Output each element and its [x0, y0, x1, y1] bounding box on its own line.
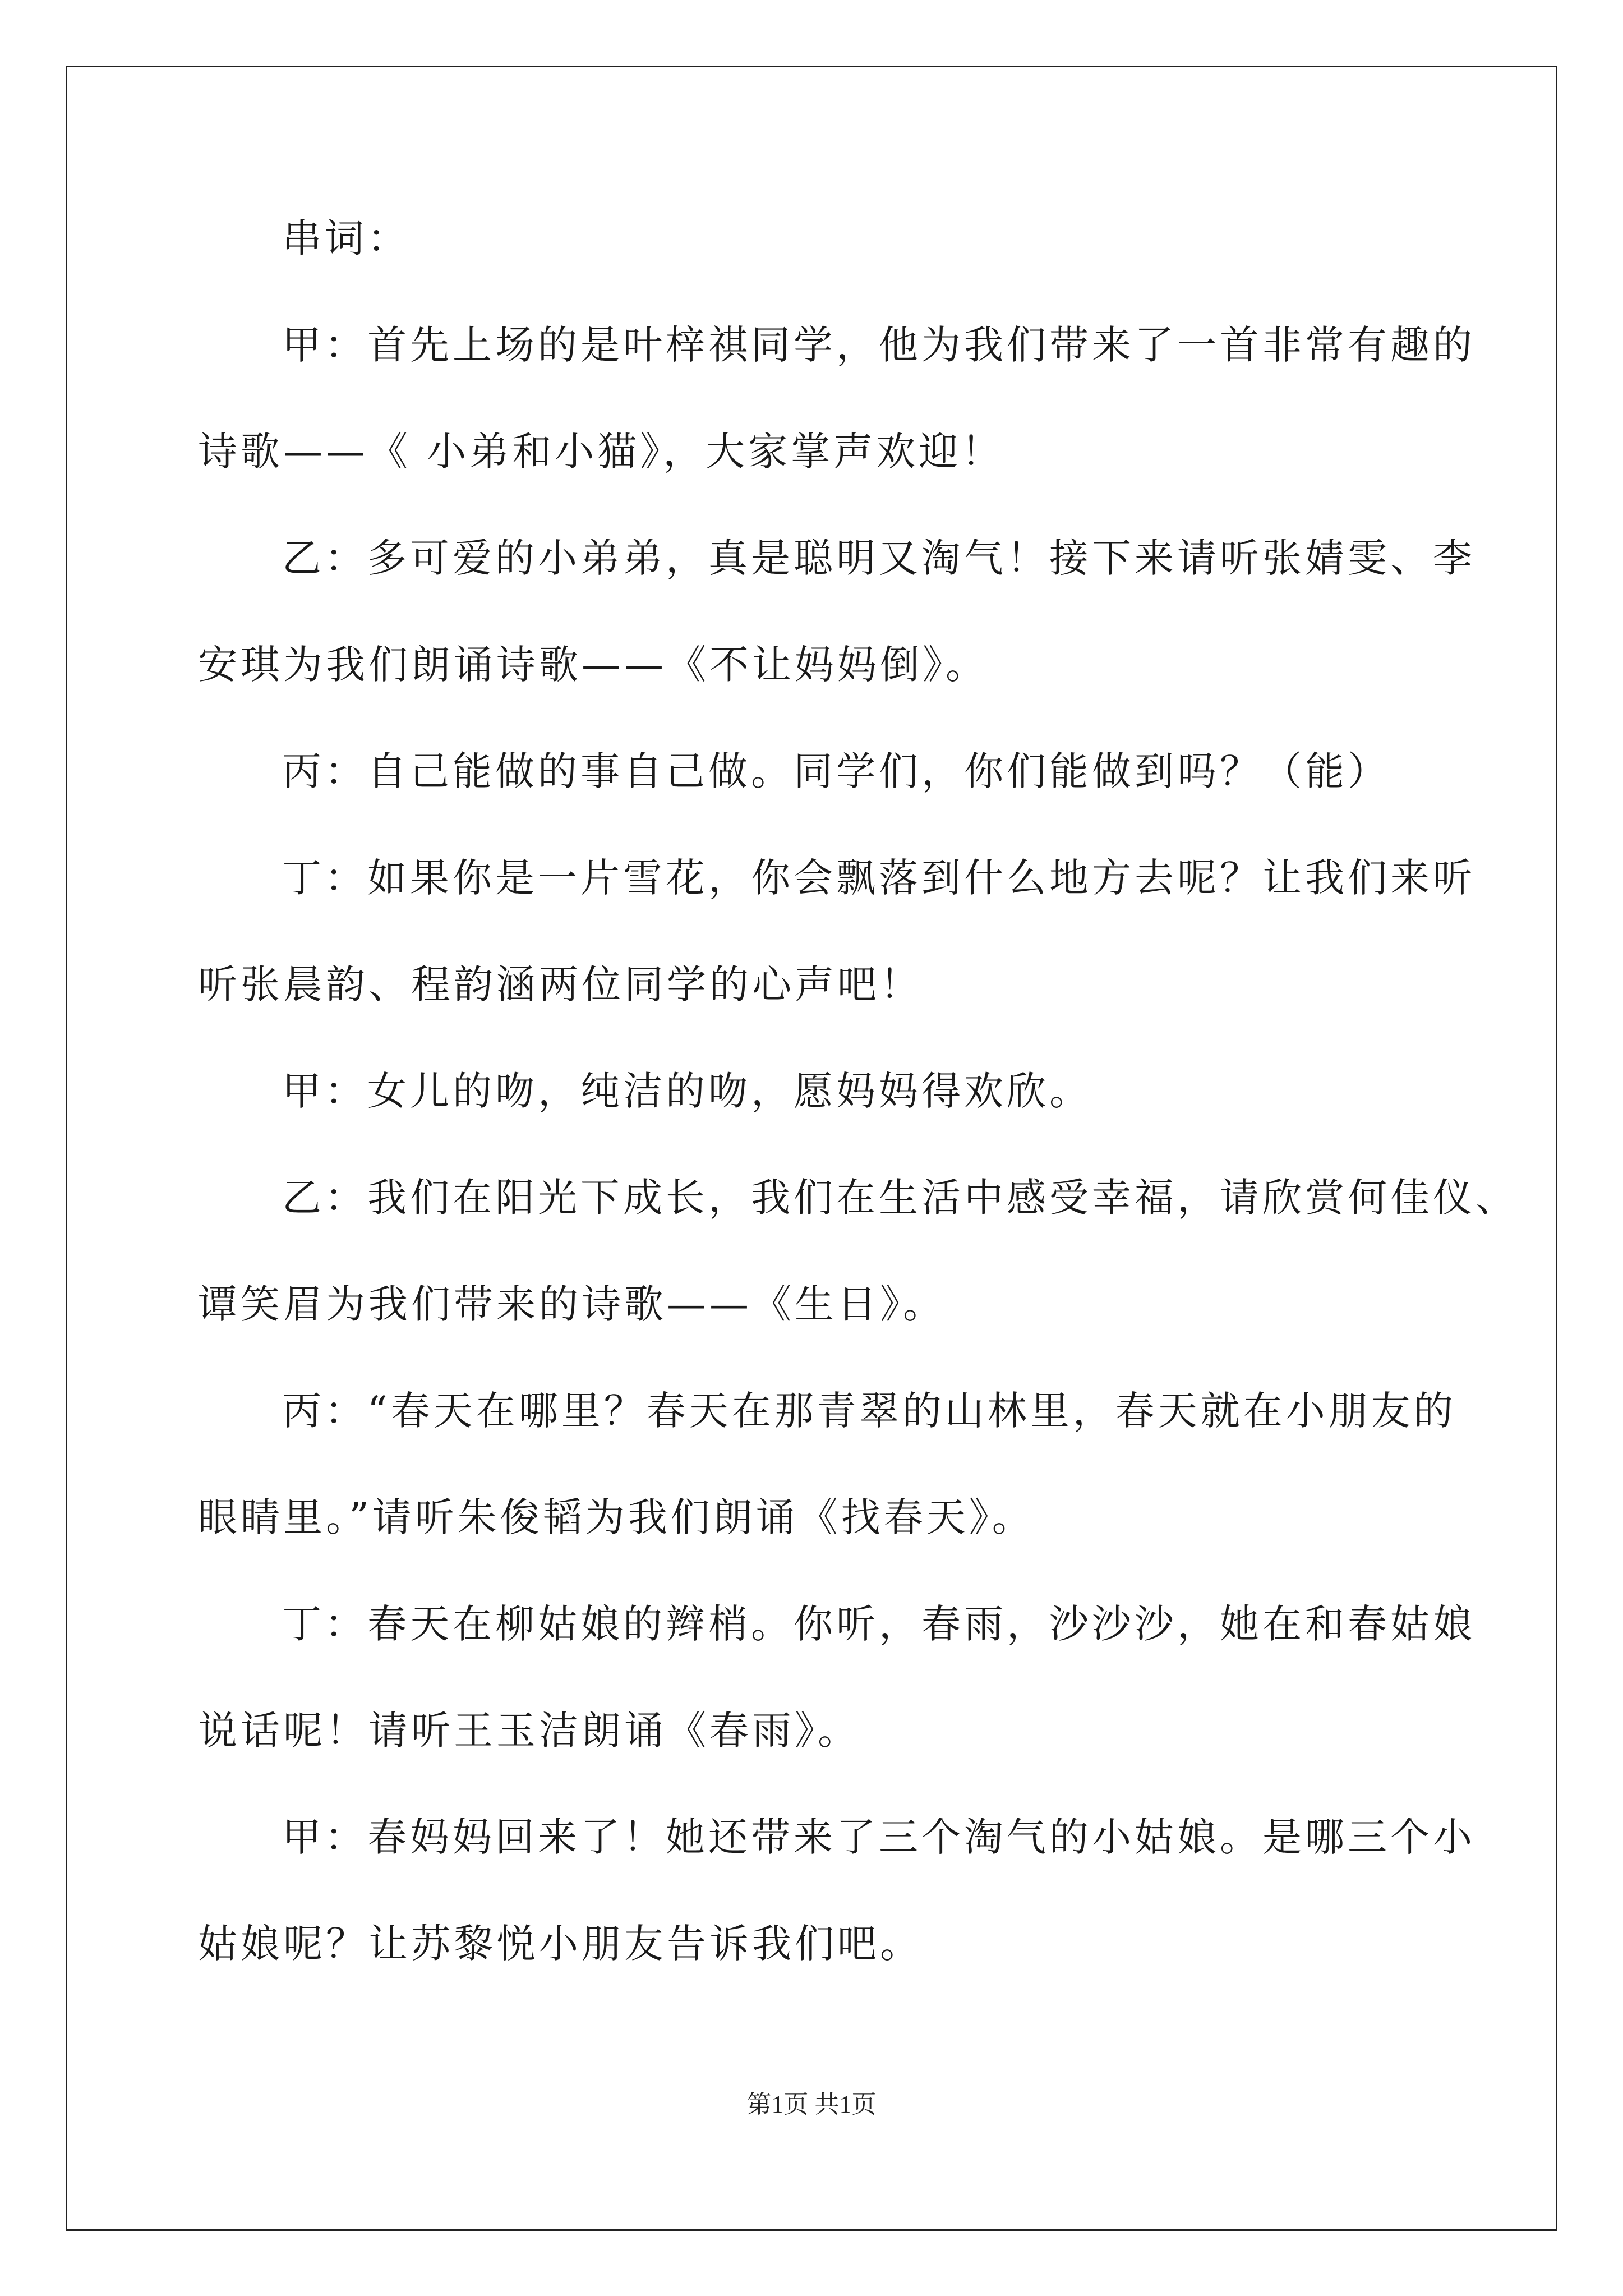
paragraph-line: 听张晨韵、程韵涵两位同学的心声吧！ [198, 961, 923, 1007]
paragraph-line: 甲：首先上场的是叶梓祺同学，他为我们带来了一首非常有趣的 [282, 322, 1476, 368]
paragraph-line: 丙：自己能做的事自己做。同学们，你们能做到吗？（能） [282, 748, 1390, 794]
paragraph-line: 乙：多可爱的小弟弟，真是聪明又淘气！接下来请听张婧雯、李 [282, 535, 1476, 581]
paragraph-line: 眼睛里。”请听朱俊韬为我们朗诵《找春天》。 [198, 1494, 1035, 1540]
paragraph-line: 丙：“春天在哪里？春天在那青翠的山林里，春天就在小朋友的 [282, 1388, 1456, 1434]
page-number-footer: 第1页 共1页 [746, 2091, 877, 2118]
paragraph-line: 丁：如果你是一片雪花，你会飘落到什么地方去呢？让我们来听 [282, 855, 1476, 901]
paragraph-line: 甲：女儿的吻，纯洁的吻，愿妈妈得欢欣。 [282, 1068, 1092, 1114]
paragraph-line: 乙：我们在阳光下成长，我们在生活中感受幸福，请欣赏何佳仪、 [282, 1175, 1518, 1221]
paragraph-line: 说话呢！请听王玉洁朗诵《春雨》。 [198, 1708, 860, 1754]
paragraph-line: 甲：春妈妈回来了！她还带来了三个淘气的小姑娘。是哪三个小 [282, 1814, 1476, 1860]
paragraph-line: 谭笑眉为我们带来的诗歌——《生日》。 [198, 1281, 946, 1327]
paragraph-line: 安琪为我们朗诵诗歌——《不让妈妈倒》。 [198, 642, 988, 688]
paragraph-line: 姑娘呢？让苏黎悦小朋友告诉我们吧。 [198, 1921, 923, 1967]
paragraph-line: 诗歌——《 小弟和小猫》，大家掌声欢迎！ [198, 429, 1004, 475]
paragraph-line: 丁：春天在柳姑娘的辫梢。你听，春雨，沙沙沙，她在和春姑娘 [282, 1601, 1476, 1647]
page-border [66, 66, 1557, 2231]
heading-line: 串词： [282, 215, 410, 261]
